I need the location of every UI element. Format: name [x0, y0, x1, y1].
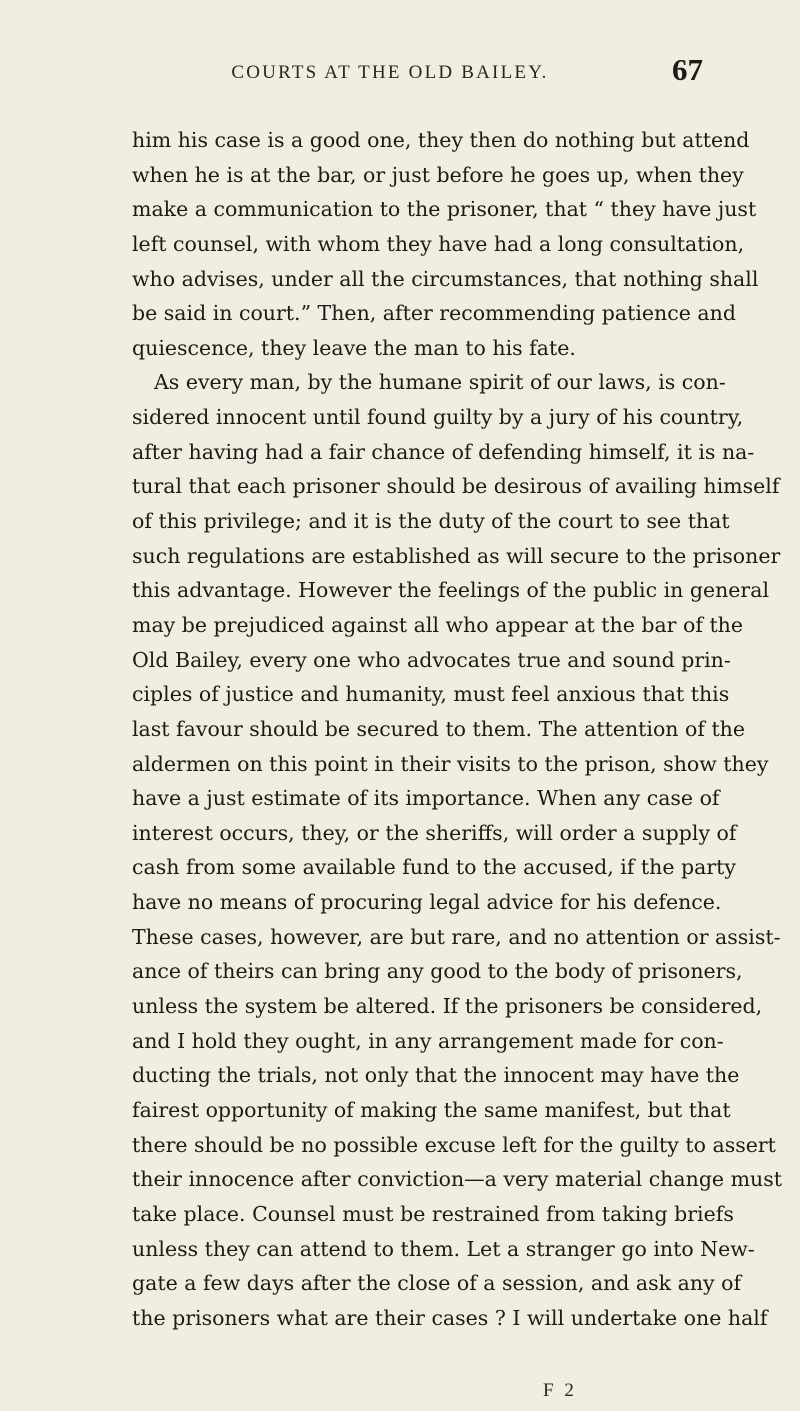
- text-line: ciples of justice and humanity, must feel anxious that this: [132, 682, 730, 707]
- text-line: there should be no possible excuse left for the guilty to assert: [132, 1132, 776, 1157]
- text-line: who advises, under all the circumstances, that nothing shall: [132, 266, 759, 291]
- text-line: and I hold they ought, in any arrangement made for con-: [132, 1028, 724, 1053]
- text-line: such regulations are established as will secure to the prisoner: [132, 543, 781, 568]
- text-line: unless they can attend to them. Let a stranger go into New-: [132, 1236, 755, 1261]
- text-line: last favour should be secured to them. The attention of the: [132, 716, 746, 741]
- text-line: have a just estimate of its importance. When any case of: [132, 786, 720, 811]
- text-line: fairest opportunity of making the same manifest, but that: [132, 1097, 731, 1122]
- running-title: COURTS AT THE OLD BAILEY.: [231, 62, 549, 83]
- text-line: sidered innocent until found guilty by a jury of his country,: [132, 405, 744, 430]
- text-line: gate a few days after the close of a session, and ask any of: [132, 1271, 742, 1296]
- text-line: may be prejudiced against all who appear at the bar of the: [132, 612, 744, 637]
- text-line: ance of theirs can bring any good to the body of prisoners,: [132, 959, 743, 984]
- paragraph-start-line: As every man, by the humane spirit of our laws, is con-: [154, 370, 726, 395]
- text-line: take place. Counsel must be restrained from taking briefs: [132, 1201, 734, 1226]
- signature-mark: F 2: [543, 1380, 577, 1401]
- page-number: 67: [672, 52, 703, 87]
- text-line: after having had a fair chance of defending himself, it is na-: [132, 439, 755, 464]
- text-line: tural that each prisoner should be desirous of availing himself: [132, 474, 780, 499]
- paragraph-end-line: quiescence, they leave the man to his fate.: [132, 335, 576, 360]
- text-line: the prisoners what are their cases ? I will undertake one half: [132, 1305, 768, 1330]
- text-line: of this privilege; and it is the duty of the court to see that: [132, 509, 730, 534]
- text-line: interest occurs, they, or the sheriffs, will order a supply of: [132, 820, 737, 845]
- text-line: this advantage. However the feelings of the public in general: [132, 578, 770, 603]
- text-line: when he is at the bar, or just before he goes up, when they: [132, 162, 744, 187]
- text-line: their innocence after conviction—a very material change must: [132, 1167, 782, 1192]
- text-line: aldermen on this point in their visits to the prison, show they: [132, 751, 769, 776]
- text-line: ducting the trials, not only that the innocent may have the: [132, 1063, 740, 1088]
- text-line: have no means of procuring legal advice for his defence.: [132, 890, 722, 915]
- text-line: be said in court.” Then, after recommending patience and: [132, 301, 736, 326]
- text-line: him his case is a good one, they then do nothing but attend: [132, 128, 750, 152]
- text-line: cash from some available fund to the accused, if the party: [132, 855, 736, 880]
- text-line: These cases, however, are but rare, and no attention or assist-: [132, 924, 781, 949]
- text-line: make a communication to the prisoner, that “ they have just: [132, 197, 757, 222]
- body-text: [132, 123, 782, 1335]
- text-line: Old Bailey, every one who advocates true and sound prin-: [132, 647, 731, 672]
- text-line: unless the system be altered. If the prisoners be considered,: [132, 994, 763, 1019]
- text-line: left counsel, with whom they have had a long consultation,: [132, 231, 745, 256]
